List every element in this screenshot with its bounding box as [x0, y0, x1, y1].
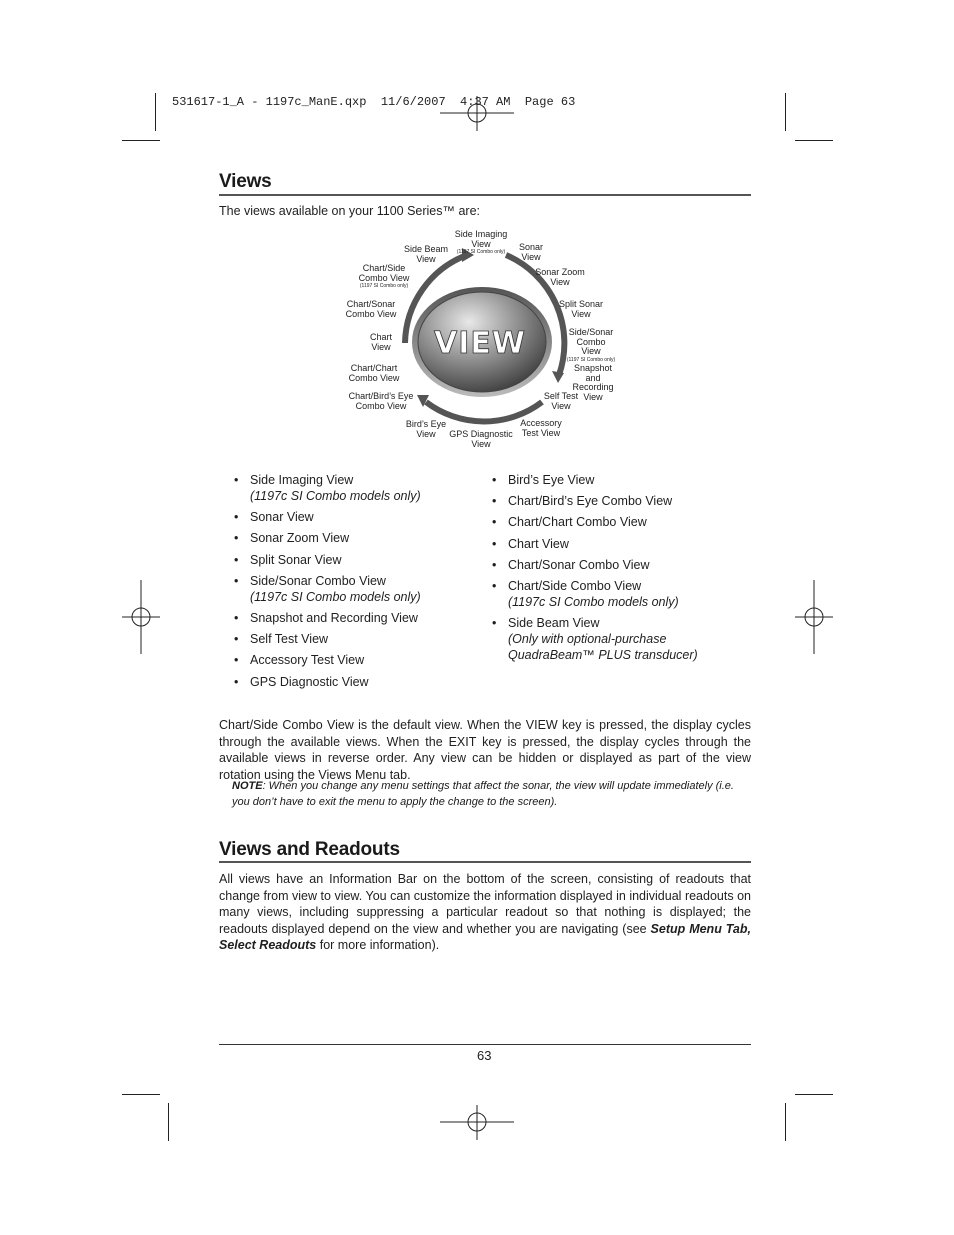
- view-cycle-diagram: [330, 225, 640, 455]
- list-item: [234, 509, 474, 525]
- list-item-label: Chart View: [508, 536, 569, 551]
- note-label: NOTE: [232, 780, 263, 792]
- label-accessory: Accessory Test View: [520, 418, 562, 438]
- list-item: [492, 578, 742, 610]
- footer-rule: [219, 1044, 751, 1045]
- list-item: [234, 573, 474, 605]
- note-text: : When you change any menu settings that affect the sonar, the view will update immediately (i.e. you don’t have to exit the menu to apply the change to the screen).: [232, 780, 734, 808]
- default-view-paragraph: Chart/Side Combo View is the default view. When the VIEW key is pressed, the display cycles through the available views. When the EXIT key is pressed, the display cycles through the available views in reverse order. Any view can be hidden or displayed as part of the view rotation using the Views Menu tab.: [219, 718, 751, 782]
- list-item-label: Bird’s Eye View: [508, 473, 595, 487]
- views-list-left: [234, 472, 474, 695]
- view-key-label: VIEW: [434, 326, 526, 361]
- list-item-label: Chart/Sonar Combo View: [508, 557, 650, 572]
- list-item-note: (1197c SI Combo models only): [250, 489, 421, 503]
- heading-rule-2: [219, 861, 751, 863]
- label-chart-side: Chart/Side Combo View (1197 SI Combo only): [358, 263, 410, 290]
- list-item: [492, 557, 742, 573]
- list-item: [234, 674, 474, 690]
- label-gps: GPS Diagnostic View: [449, 429, 513, 449]
- list-item-label: Side Imaging View: [250, 473, 354, 487]
- list-item: [492, 536, 742, 552]
- heading-rule: [219, 194, 751, 196]
- label-snapshot: Snapshot and Recording View: [572, 363, 614, 402]
- list-item: [492, 514, 742, 530]
- list-item-label: Sonar Zoom View: [250, 531, 350, 546]
- label-chart-chart: Chart/Chart Combo View: [348, 363, 400, 383]
- list-item: [492, 472, 742, 488]
- section-title-views: Views: [219, 171, 272, 192]
- list-item-label: Chart/Chart Combo View: [508, 515, 647, 530]
- label-side-beam: Side Beam View: [403, 244, 449, 264]
- label-chart-birds: Chart/Bird’s Eye Combo View: [348, 391, 414, 411]
- label-birds-eye: Bird’s Eye View: [405, 419, 447, 439]
- section-title-views-readouts: Views and Readouts: [219, 839, 400, 860]
- label-chart-sonar: Chart/Sonar Combo View: [345, 299, 397, 319]
- list-item-note: (Only with optional-purchase QuadraBeam™ PLUS transducer): [508, 632, 698, 663]
- label-split-sonar: Split Sonar View: [558, 299, 604, 319]
- intro-text: The views available on your 1100 Series™ are:: [219, 204, 481, 218]
- list-item-label: Chart/Side Combo View: [508, 578, 642, 593]
- list-item-label: Chart/Bird’s Eye Combo View: [508, 494, 673, 509]
- label-sonar-zoom: Sonar Zoom View: [535, 267, 585, 287]
- list-item: [492, 615, 742, 663]
- label-self-test: Self Test View: [543, 391, 579, 411]
- page-number: 63: [477, 1048, 492, 1063]
- list-item: [234, 610, 474, 626]
- setup-menu-reference: Setup Menu Tab, Select Readouts: [219, 921, 751, 953]
- print-slug: 531617-1_A - 1197c_ManE.qxp 11/6/2007 4:37 AM Page 63: [172, 95, 576, 109]
- list-item: [234, 631, 474, 647]
- list-item-label: Snapshot and Recording View: [250, 610, 418, 625]
- list-item-note: (1197c SI Combo models only): [508, 594, 679, 609]
- readouts-paragraph: All views have an Information Bar on the bottom of the screen, consisting of readouts that change from view to view. You can customize the information displayed in individual readouts on many views, including suppressing a particular readout so that nothing is displayed; the readouts displayed depend on the view and whether you are navigating (see Setup Menu Tab, Select Readouts for more information).: [219, 872, 751, 953]
- list-item: [492, 493, 742, 509]
- list-item: [234, 530, 474, 546]
- list-item-note: (1197c SI Combo models only): [250, 589, 421, 604]
- label-sonar: Sonar View: [518, 242, 544, 262]
- list-item: [234, 472, 474, 504]
- label-side-sonar: Side/Sonar Combo View (1197 SI Combo only): [566, 327, 616, 363]
- label-side-imaging: Side Imaging View (1197 SI Combo only): [454, 229, 508, 256]
- list-item-label: Accessory Test View: [250, 653, 365, 668]
- arrow-head-2: [552, 371, 564, 383]
- list-item-label: Side Beam View: [508, 616, 600, 631]
- note: [232, 778, 747, 810]
- list-item-label: Side/Sonar Combo View: [250, 573, 386, 588]
- views-list-right: [492, 472, 742, 668]
- label-chart: Chart View: [369, 332, 393, 352]
- list-item-label: Sonar View: [250, 510, 314, 525]
- list-item: [234, 552, 474, 568]
- list-item: [234, 652, 474, 668]
- list-item-label: GPS Diagnostic View: [250, 674, 369, 689]
- list-item-label: Split Sonar View: [250, 552, 342, 567]
- list-item-label: Self Test View: [250, 632, 329, 647]
